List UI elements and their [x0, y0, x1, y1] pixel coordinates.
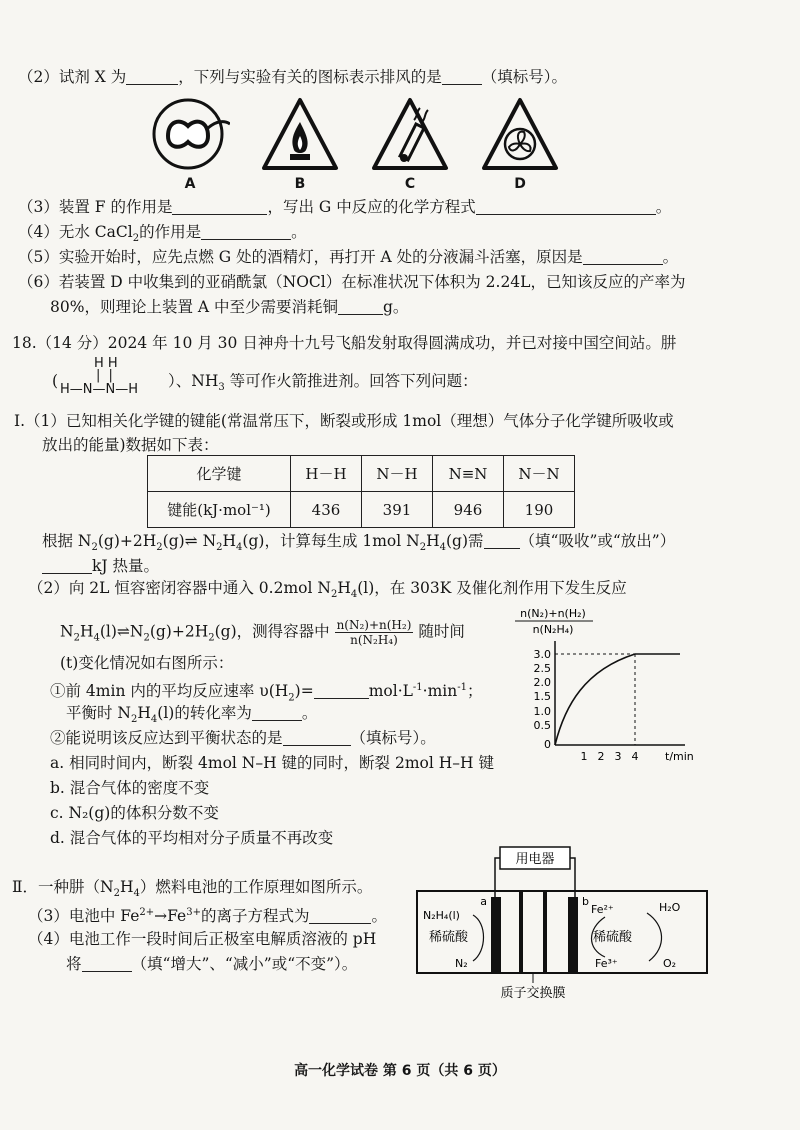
- table-header-cell: N≡N: [433, 456, 504, 492]
- graph-ylabel-den: n(N₂H₄): [532, 623, 574, 636]
- table-header-cell: H－H: [291, 456, 362, 492]
- table-cell: 436: [291, 492, 362, 528]
- svg-text:N₂H₄(l): N₂H₄(l): [423, 909, 460, 922]
- icon-label-a: A: [184, 176, 196, 192]
- xlabel: t/min: [665, 750, 694, 763]
- subq1-line2: 平衡时 $N_2H_4(l)$的转化率为 。: [66, 704, 318, 726]
- ytick: 3.0: [533, 648, 551, 661]
- ytick: 0: [544, 738, 551, 751]
- svg-text:H₂O: H₂O: [659, 901, 681, 914]
- p2-line3: (t)变化情况如右图所示：: [60, 654, 234, 672]
- part2-q4-line1: （4）电池工作一段时间后正极室电解质溶液的 pH: [28, 930, 377, 948]
- option-d: d. 混合气体的平均相对分子质量不再改变: [50, 829, 334, 847]
- membrane-label: 质子交换膜: [500, 986, 566, 1001]
- table-cell: 391: [362, 492, 433, 528]
- p2-line1: （2）向 2L 恒容密闭容器中通入 0.2mol $N_2H_4(l)$，在 303K 及催化剂作用下发生反应: [28, 579, 627, 601]
- table-row-label: 键能(kJ·mol⁻¹): [148, 492, 291, 528]
- ytick: 2.0: [533, 676, 551, 689]
- appliance-label: 用电器: [515, 852, 555, 867]
- fuel-cell-diagram: [415, 843, 715, 1003]
- graph-ylabel-num: n(N₂)+n(H₂): [520, 607, 586, 620]
- svg-text:b: b: [582, 895, 589, 908]
- q17-part6-line1: （6）若装置 D 中收集到的亚硝酰氯（NOCl）在标准状况下体积为 2.24L，已知该反应的产率为: [18, 273, 686, 291]
- xtick: 1: [580, 750, 588, 763]
- q18-intro2: ）、$NH_3$ 等可作火箭推进剂。回答下列问题：: [168, 372, 478, 394]
- subq2: ②能说明该反应达到平衡状态的是 （填标号）。: [50, 729, 436, 747]
- q17-part3: （3）装置 F 的作用是 ，写出 G 中反应的化学方程式 。: [18, 198, 672, 216]
- q17-part2: （2）试剂 X 为 ，下列与实验有关的图标表示排风的是 （填标号）。: [18, 68, 568, 86]
- ratio-fraction: $\frac{\text{n(N₂)+n(H₂)}}{\text{n(N₂H₄)}}$: [336, 618, 412, 647]
- table-header-cell: 化学键: [148, 456, 291, 492]
- hydrazine-structure: H H | | H—N—N—H: [60, 356, 138, 397]
- subq1-line1: ①前 4min 内的平均反应速率 $\upsilon(H_2)= mol\cdot L^{-1}\cdot\min^{-1}$；: [50, 682, 483, 704]
- xtick: 4: [631, 750, 639, 763]
- icon-label-b: B: [294, 176, 306, 192]
- safety-icons-row: [150, 96, 570, 196]
- ytick: 0.5: [533, 719, 551, 732]
- table-cell: 946: [433, 492, 504, 528]
- q18-intro-open: (: [52, 372, 59, 390]
- part2-line1: Ⅱ．一种肼$(N_2H_4)$燃料电池的工作原理如图所示。: [12, 878, 373, 900]
- table-cell: 190: [504, 492, 575, 528]
- flame-icon: [260, 96, 340, 186]
- svg-text:Fe²⁺: Fe²⁺: [591, 903, 614, 916]
- q17-part4: （4）无水 CaCl$_2$的作用是 。: [18, 223, 307, 245]
- part2-q3: （3）电池中 $Fe^{2+}\to Fe^{3+}$的离子方程式为 。: [28, 907, 387, 926]
- bond-energy-table: [147, 455, 575, 528]
- p2-line2: $N_2H_4(l)\rightleftharpoons N_2(g)+2H_2(g)$，测得容器中 $\frac{\text{n(N₂)+n(H₂)}}{\text{n(N₂H₄)}}$ 随时间: [60, 618, 465, 647]
- svg-text:稀硫酸: 稀硫酸: [593, 930, 633, 945]
- calc-line1: 根据 $N_2(g)+2H_2(g)\rightleftharpoons$ $N_2H_4(g)$，计算每生成 1mol $N_2H_4(g)$需 （填“吸收”或“放出”）: [42, 532, 676, 554]
- option-a: a. 相同时间内，断裂 4mol N–H 键的同时，断裂 2mol H–H 键: [50, 754, 494, 772]
- table-header-row: [148, 456, 575, 492]
- xtick: 2: [597, 750, 605, 763]
- cathode-b: [568, 897, 578, 973]
- svg-text:N₂: N₂: [455, 957, 468, 970]
- svg-text:a: a: [480, 895, 487, 908]
- q17-part6-line2: 80%，则理论上装置 A 中至少需要消耗铜 g。: [50, 298, 409, 316]
- svg-text:Fe³⁺: Fe³⁺: [595, 957, 618, 970]
- icon-label-c: C: [404, 176, 416, 192]
- ratio-curve: [555, 654, 680, 745]
- xtick: 3: [614, 750, 622, 763]
- option-b: b. 混合气体的密度不变: [50, 779, 210, 797]
- q18-intro: 18.（14 分）2024 年 10 月 30 日神舟十九号飞船发射取得圆满成功，并已对接中国空间站。肼: [12, 334, 677, 352]
- table-row: [148, 492, 575, 528]
- page-footer: 高一化学试卷 第 6 页（共 6 页）: [294, 1063, 506, 1079]
- part1-line1: Ⅰ.（1）已知相关化学键的键能(常温常压下，断裂或形成 1mol（理想）气体分子化学键所吸收或: [14, 412, 674, 430]
- ytick: 2.5: [533, 662, 551, 675]
- exhaust-fan-icon: [480, 96, 560, 186]
- part1-line2: 放出的能量)数据如下表：: [42, 436, 219, 454]
- ytick: 1.5: [533, 690, 551, 703]
- calc-line2: kJ 热量。: [42, 555, 159, 577]
- table-header-cell: N－N: [504, 456, 575, 492]
- icon-label-d: D: [514, 176, 526, 192]
- table-header-cell: N－H: [362, 456, 433, 492]
- ytick: 1.0: [533, 705, 551, 718]
- hot-surface-icon: [370, 96, 450, 186]
- svg-text:O₂: O₂: [663, 957, 677, 970]
- option-c: c. N₂(g)的体积分数不变: [50, 804, 219, 822]
- goggles-icon: [150, 96, 230, 186]
- anode-a: [491, 897, 501, 973]
- part2-q4-line2: 将 （填“增大”、“减小”或“不变”）。: [66, 955, 358, 973]
- q17-part5: （5）实验开始时，应先点燃 G 处的酒精灯，再打开 A 处的分液漏斗活塞，原因是 。: [18, 248, 679, 266]
- svg-text:稀硫酸: 稀硫酸: [429, 930, 469, 945]
- ratio-time-graph: [495, 605, 725, 765]
